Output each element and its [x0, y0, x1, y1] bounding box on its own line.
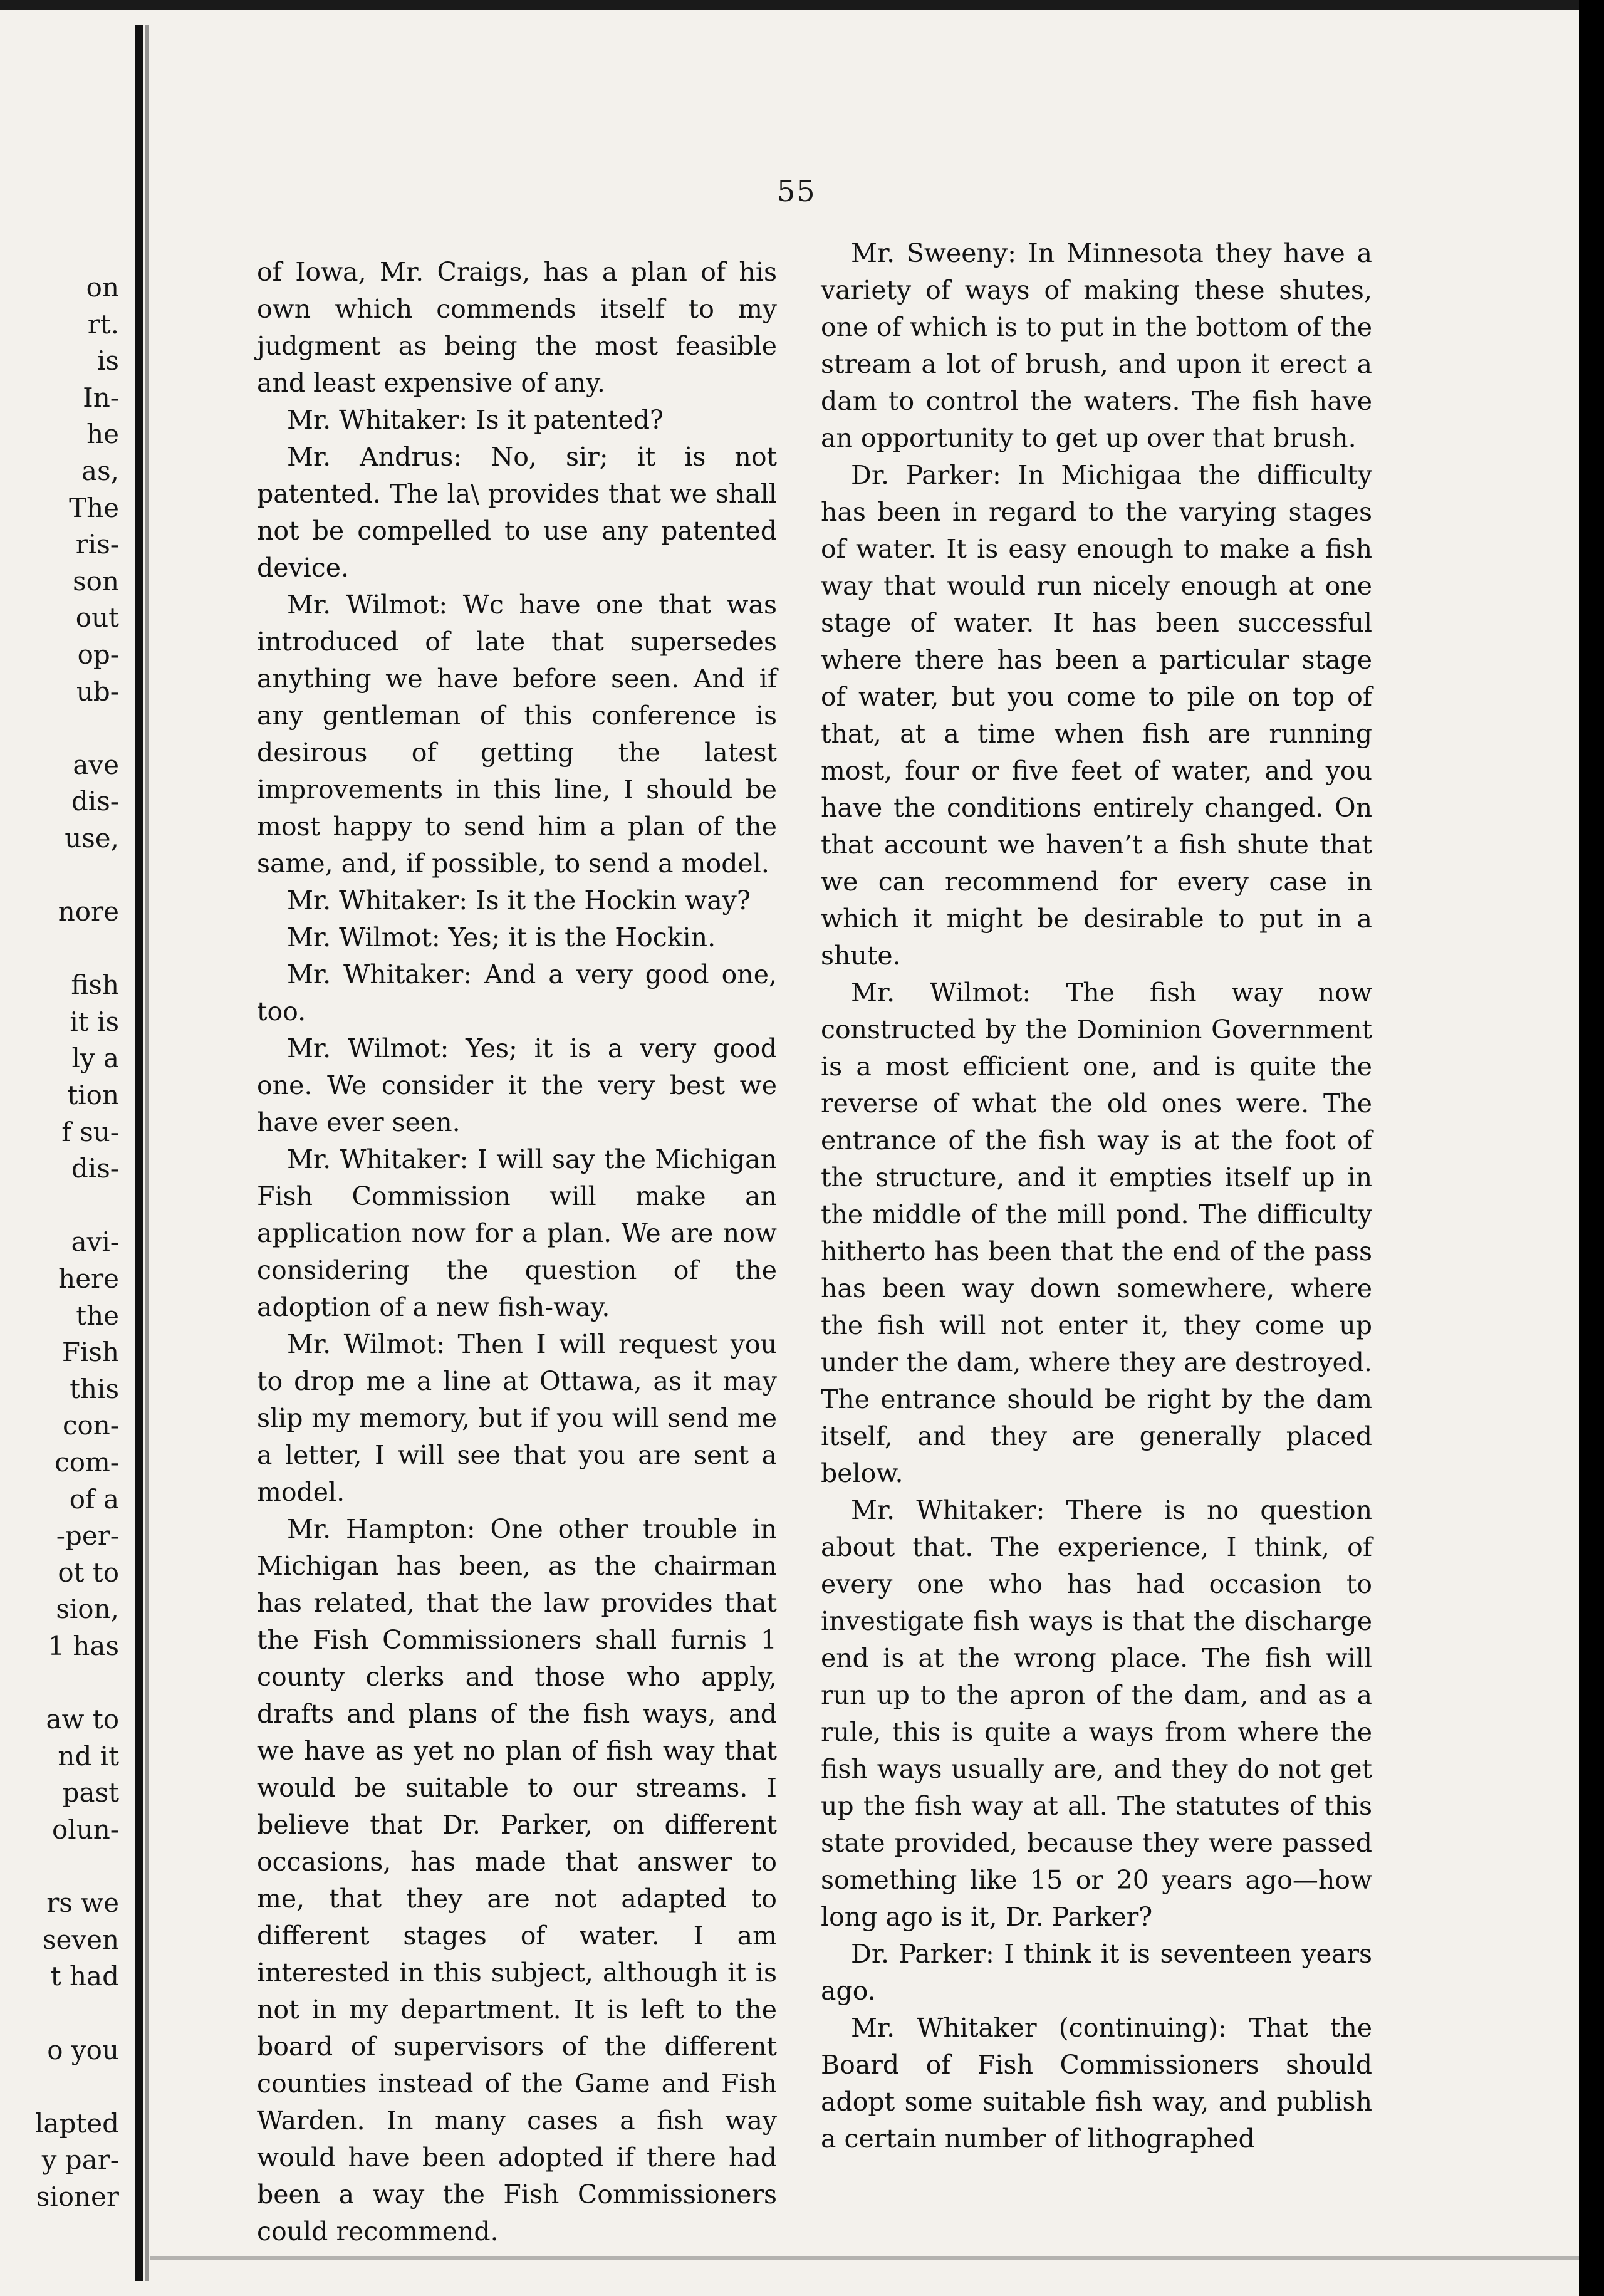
fragment-line: is: [97, 345, 119, 377]
paragraph: Mr. Wilmot: Then I will request you to drop me a line at Ottawa, as it may slip my memory, but if you will send me a letter, I will see that you are sent a model.: [257, 1329, 777, 1507]
fragment-line: olun-: [51, 1813, 119, 1845]
paragraph: Mr. Whitaker: And a very good one, too.: [257, 959, 777, 1026]
fragment-line: ly a: [71, 1043, 119, 1074]
paragraph: Mr. Wilmot: Wc have one that was introduced of late that supersedes anything we have before seen. And if any gentleman of this conference is desirous of getting the latest improvements in this line, I should be most happy to send him a plan of the same, and, if possible, to send a model.: [257, 590, 777, 879]
paragraph: Mr. Whitaker: I will say the Michigan Fish Commission will make an application now for a plan. We are now considering the question of the adoption of a new fish-way.: [257, 1144, 777, 1322]
fragment-line: com-: [55, 1447, 119, 1478]
right-text-column: [821, 235, 1372, 2158]
paragraph: Dr. Parker: I think it is seventeen years ago.: [821, 1939, 1372, 2006]
fragment-line: of a: [69, 1483, 119, 1515]
fragment-line: nd it: [58, 1740, 119, 1772]
paragraph: Mr. Wilmot: Yes; it is a very good one. We consider it the very best we have ever seen.: [257, 1033, 777, 1137]
fragment-line: 1 has: [48, 1630, 119, 1661]
page-number: 55: [777, 174, 816, 208]
fragment-line: ub-: [76, 676, 119, 707]
fragment-line: f su-: [61, 1116, 119, 1147]
fragment-line: t had: [50, 1961, 119, 1992]
paragraph: Mr. Whitaker (continuing): That the Board of Fish Commissioners should adopt some suitable fish way, and publish a certain number of lithographed: [821, 2013, 1372, 2154]
page-right-edge: [1579, 0, 1604, 2296]
fragment-line: out: [75, 602, 119, 634]
fragment-line: son: [73, 565, 119, 597]
fragment-line: the: [76, 1300, 119, 1331]
fragment-line: [0, 1995, 125, 2032]
paragraph: Mr. Whitaker: Is it the Hockin way?: [287, 885, 751, 916]
fragment-line: The: [69, 492, 119, 523]
fragment-line: ot to: [58, 1557, 119, 1588]
page-top-edge: [0, 0, 1579, 10]
fragment-line: this: [70, 1373, 119, 1404]
fragment-line: here: [58, 1263, 119, 1295]
fragment-line: In-: [83, 382, 119, 413]
fragment-line: [0, 1187, 125, 1224]
fragment-line: con-: [62, 1410, 119, 1441]
paragraph: Mr. Andrus: No, sir; it is not patented. The la\ provides that we shall not be compelled to use any patented device.: [257, 442, 777, 583]
paragraph: Mr. Wilmot: The fish way now constructed by the Dominion Government is a most efficient one, and is quite the reverse of what the old ones were. The entrance of the fish way is at the foot of the structure, and it empties itself up in the middle of the mill pond. The difficulty hitherto has been that the end of the pass has been way down somewhere, where the fish will not enter it, they come up under the dam, where they are destroyed. The entrance should be right by the dam itself, and they are generally placed below.: [821, 978, 1372, 1488]
fragment-line: past: [62, 1777, 119, 1808]
fragment-line: seven: [42, 1924, 119, 1955]
fragment-line: op-: [77, 639, 119, 670]
fragment-line: [0, 1665, 125, 1702]
fragment-line: use,: [65, 822, 119, 853]
fragment-line: he: [86, 419, 119, 450]
paragraph: Mr. Whitaker: Is it patented?: [287, 405, 664, 435]
binding-gutter: [135, 25, 143, 2281]
fragment-line: rt.: [87, 308, 119, 340]
fragment-line: it is: [70, 1006, 119, 1037]
paragraph: of Iowa, Mr. Craigs, has a plan of his own which commends itself to my judgment as being the most feasible and least expensive of any.: [257, 257, 777, 398]
fragment-line: fish: [71, 969, 119, 1001]
fragment-line: [0, 2069, 125, 2106]
fragment-line: ris-: [75, 529, 119, 560]
left-text-column: [257, 254, 777, 2250]
fragment-line: dis-: [71, 786, 119, 817]
facing-page-fragment: [0, 269, 125, 2215]
binding-gutter-shadow: [145, 25, 149, 2281]
fragment-line: avi-: [71, 1226, 119, 1258]
fragment-line: [0, 710, 125, 747]
fragment-line: y par-: [41, 2144, 119, 2176]
fragment-line: sioner: [36, 2181, 119, 2212]
fragment-line: as,: [81, 455, 119, 486]
fragment-line: nore: [58, 896, 119, 927]
paragraph: Mr. Whitaker: There is no question about that. The experience, I think, of every one who has had occasion to investigate fish ways is that the discharge end is at the wrong place. The fish will run up to the apron of the dam, and as a rule, this is quite a ways from where the fish ways usually are, and they do not get up the fish way at all. The statutes of this state provided, because they were passed something like 15 or 20 years ago—how long ago is it, Dr. Parker?: [821, 1495, 1372, 1932]
fragment-line: sion,: [56, 1594, 119, 1625]
paragraph: Mr. Hampton: One other trouble in Michigan has been, as the chairman has related, that the law provides that the Fish Commissioners shall furnis 1 county clerks and those who apply, drafts and plans of the fish ways, and we have as yet no plan of fish way that would be suitable to our streams. I believe that Dr. Parker, on different occasions, has made that answer to me, that they are not adapted to different stages of water. I am interested in this subject, although it is not in my department. It is left to the board of supervisors of the different counties instead of the Game and Fish Warden. In many cases a fish way would have been adopted if there had been a way the Fish Commissioners could recommend.: [257, 1514, 777, 2246]
fragment-line: dis-: [71, 1153, 119, 1184]
fragment-line: lapted: [35, 2107, 119, 2139]
page-bottom-shadow: [150, 2256, 1579, 2260]
paragraph: Mr. Wilmot: Yes; it is the Hockin.: [287, 922, 716, 952]
fragment-line: [0, 1849, 125, 1886]
fragment-line: [0, 857, 125, 894]
fragment-line: Fish: [61, 1337, 119, 1368]
fragment-line: tion: [67, 1080, 119, 1111]
paragraph: Mr. Sweeny: In Minnesota they have a variety of ways of making these shutes, one of which is to put in the bottom of the stream a lot of brush, and upon it erect a dam to control the waters. The fish have an opportunity to get up over that brush.: [821, 238, 1372, 453]
fragment-line: [0, 931, 125, 968]
fragment-line: on: [86, 272, 119, 303]
fragment-line: aw to: [46, 1704, 119, 1735]
fragment-line: o you: [47, 2034, 119, 2065]
paragraph: Dr. Parker: In Michigaa the difficulty has been in regard to the varying stages of water. It is easy enough to make a fish way that would run nicely enough at one stage of water. It has been successful where there has been a particular stage of water, but you come to pile on top of that, at a time when fish are running most, four or five feet of water, and you have the conditions entirely changed. On that account we haven’t a fish shute that we can recommend for every case in which it might be desirable to put in a shute.: [821, 460, 1372, 971]
fragment-line: -per-: [56, 1520, 119, 1552]
fragment-line: ave: [73, 749, 119, 780]
fragment-line: rs we: [46, 1887, 119, 1919]
